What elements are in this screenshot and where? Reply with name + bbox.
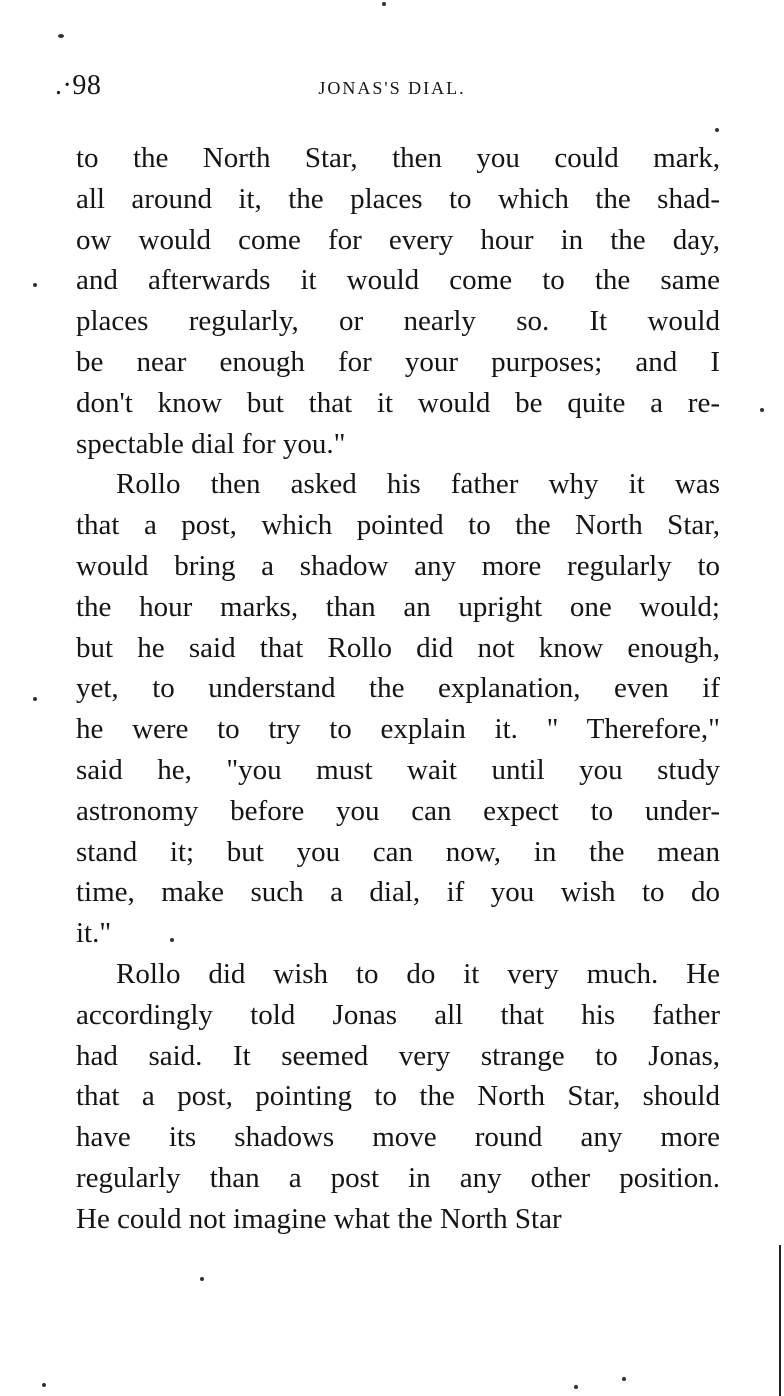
scan-speck	[170, 938, 174, 942]
text-line: it."	[76, 917, 112, 950]
scan-speck	[574, 1385, 578, 1389]
scan-speck	[622, 1377, 626, 1381]
body-text	[76, 138, 720, 1240]
text-line: would bring a shadow any more regularly to	[76, 549, 720, 582]
running-head: JONAS'S DIAL.	[318, 78, 466, 98]
text-line: had said. It seemed very strange to Jonas,	[76, 1039, 720, 1072]
text-line: that a post, which pointed to the North Star,	[76, 509, 720, 542]
scan-speck	[200, 1277, 204, 1281]
scan-speck	[58, 34, 64, 38]
page-number: .·98	[55, 70, 102, 101]
text-line: He could not imagine what the North Star	[76, 1202, 562, 1235]
text-line: ow would come for every hour in the day,	[76, 223, 720, 256]
scan-speck	[42, 1383, 46, 1387]
scan-speck	[33, 697, 37, 701]
text-line: all around it, the places to which the shad-	[76, 182, 720, 215]
text-line: have its shadows move round any more	[76, 1121, 720, 1154]
text-line: and afterwards it would come to the same	[76, 264, 720, 297]
text-line: that a post, pointing to the North Star, should	[76, 1080, 720, 1113]
text-line: stand it; but you can now, in the mean	[76, 835, 720, 868]
scan-speck	[33, 283, 37, 287]
text-line: said he, "you must wait until you study	[76, 753, 720, 786]
text-line: accordingly told Jonas all that his father	[76, 998, 720, 1031]
scan-speck	[760, 408, 764, 412]
text-line: he were to try to explain it. " Therefore,"	[76, 713, 720, 746]
text-line: regularly than a post in any other position.	[76, 1161, 720, 1194]
text-line: to the North Star, then you could mark,	[76, 142, 720, 174]
text-line: but he said that Rollo did not know enough,	[76, 631, 720, 664]
text-line: spectable dial for you."	[76, 427, 346, 460]
text-line: don't know but that it would be quite a re-	[76, 386, 720, 419]
text-line: astronomy before you can expect to under-	[76, 794, 720, 827]
text-line: be near enough for your purposes; and I	[76, 345, 720, 378]
text-line: the hour marks, than an upright one would;	[76, 590, 720, 623]
text-line: places regularly, or nearly so. It would	[76, 305, 720, 338]
page-edge-line	[779, 1245, 781, 1396]
text-line: yet, to understand the explanation, even if	[76, 672, 720, 705]
text-line: Rollo did wish to do it very much. He	[116, 957, 720, 990]
text-line: time, make such a dial, if you wish to do	[76, 876, 720, 909]
scan-speck	[382, 2, 386, 6]
scan-speck	[715, 128, 719, 132]
text-line: Rollo then asked his father why it was	[116, 468, 720, 501]
